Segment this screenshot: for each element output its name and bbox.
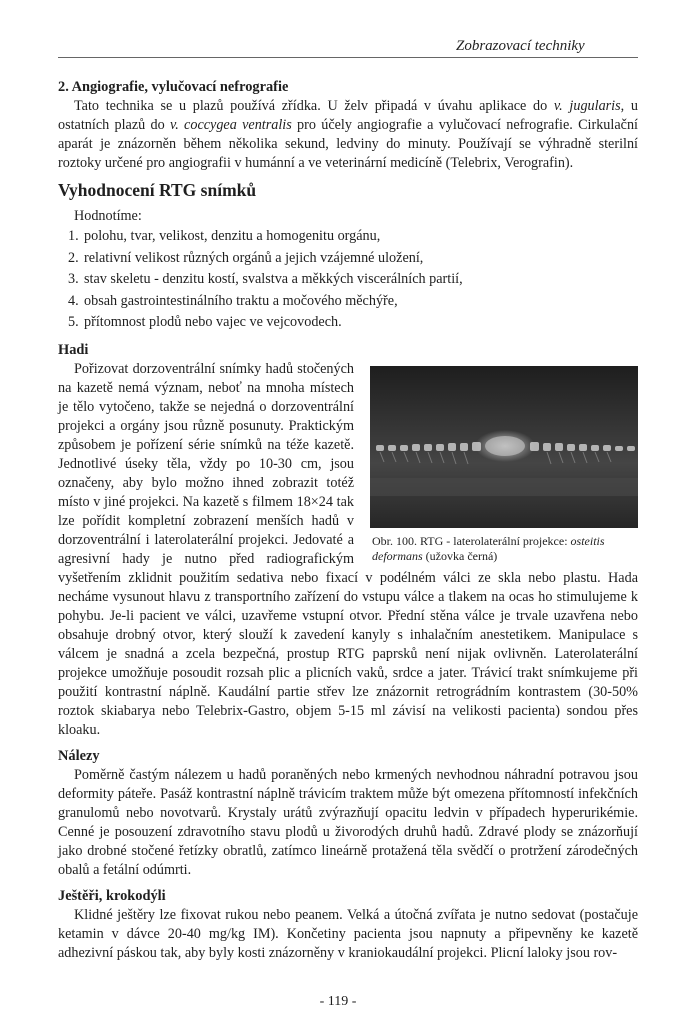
page-content — [58, 78, 638, 963]
section-heading-angiography: 2. Angiografie, vylučovací nefrografie — [58, 79, 289, 95]
paragraph-lizards: Klidné ještěry lze fixovat rukou nebo peanem. Velká a útočná zvířata je nutno sedovat (postačuje ketamin v dávce 20-40 mg/kg IM). Končetiny pacienta jsou napnuty a připevněny ke kazetě adhezivní páskou tak, aby byly kosti znázorněny v kraniokaudální projekci. Plicní laloky jsou rov- — [58, 906, 638, 961]
text-run: pro účely angiografie a vylučovací nefrografie. Cirkulační aparát je znázorněn během několika sekund, ledviny do minuty. Používají se výhradně sterilní roztoky určené pro angiografii v humánní a ve veterinární medicíně (Telebrix, Verografin). — [58, 117, 638, 171]
section-heading-snakes: Hadi — [58, 341, 89, 358]
paragraph-angiography — [58, 97, 638, 173]
figure-xray — [370, 366, 638, 564]
xray-image — [370, 366, 638, 528]
running-head: Zobrazovací techniky — [456, 38, 585, 54]
list-item: 4. obsah gastrointestinálního traktu a močového měchýře, — [68, 292, 398, 309]
evaluation-intro: Hodnotíme: — [74, 208, 142, 224]
section-heading-evaluation: Vyhodnocení RTG snímků — [58, 180, 257, 200]
page-number: - 119 - — [319, 994, 357, 1009]
text-run: , u ostatních plazů do — [58, 98, 638, 133]
paragraph-snakes: Pořizovat dorzoventrální snímky hadů stočených na kazetě nemá význam, neboť na mnoha místech je tělo vytočeno, takže se nejedná o dorzoventrální projekci a orgány jsou různě posunuty. Praktickým způsobem je pořízení série snímků na téže kazetě. Jednotlivé úseky těla, vždy po 10-30 cm, jsou označeny, aby bylo možno ihned zobrazit totéž místo v jiné projekci. Na kazetě s filmem 18×24 tak lze pořídit kompletní zobrazení menších hadů v dorzoventrální i laterolaterální projekci. Jedovaté a agresivní hady je nutno před radiografickým vyšetřením zklidnit použitím sedativa nebo fixací v podélném válci ze skla nebo plastu. Hada necháme vysunout hlavu z transportního zařízení do vstupu válce a tlakem na ocas ho stimulujeme k pohybu. Je-li pacient ve válci, uzavřeme vstupní otvor. Přední stěna válce je trvale uzavřena nebo obsahuje drobný otvor, který slouží k zavedení kanyly s inhalačním anestetikem. Manipulace s válcem je snadná a zcela bezpečná, prostup RTG paprsků není nijak ovlivněn. Laterolaterální projekce umožňuje posoudit rozsah plic a plicních vaků, srdce a jater. Trávicí trakt snímkujeme při použití kontrastní náplně. Kaudální partie střev lze znázornit retrográdním kontrastem (30-50% roztok skiabarya nebo Telebrix-Gastro, objem 5-15 ml závisí na velikosti pacienta) sondou přes kloaku. — [58, 360, 638, 738]
italic-term: v. jugularis — [553, 98, 621, 114]
italic-term: v. coccygea ventralis — [169, 117, 292, 133]
section-heading-findings: Nálezy — [58, 747, 100, 764]
paragraph-findings: Poměrně častým nálezem u hadů poraněných nebo krmených nevhodnou náhradní potravou jsou deformity páteře. Pasáž kontrastní náplně trávicím traktem může být omezena přítomností infekčních granulomů nebo novotvarů. Krystaly urátů zvýrazňují opacitu ledvin v případech hyperurikémie. Cenné je posouzení zdravotního stavu plodů u živorodých druhů hadů. Zdravé plody se znázorňují jako drobné stočené řetízky obratlů, zatímco lineárně protažená těla svědčí o protržení zárodečných obalů a fetální odúmrti. — [58, 766, 638, 878]
list-item: 1. polohu, tvar, velikost, denzitu a homogenitu orgánu, — [68, 228, 381, 244]
list-item: 5. přítomnost plodů nebo vajec ve vejcovodech. — [68, 314, 342, 330]
list-item: 3. stav skeletu - denzitu kostí, svalstva a měkkých viscerálních partií, — [68, 271, 463, 287]
figure-caption: Obr. 100. RTG - laterolaterální projekce: osteitis deformans (užovka černá) — [372, 533, 605, 563]
header-rule — [58, 57, 638, 58]
evaluation-list — [58, 226, 638, 334]
list-item: 2. relativní velikost různých orgánů a jejich vzájemné uložení, — [68, 249, 424, 266]
section-heading-lizards: Ještěři, krokodýli — [58, 887, 166, 904]
text-run: Tato technika se u plazů používá zřídka. U želv připadá v úvahu aplikace do — [74, 98, 554, 114]
